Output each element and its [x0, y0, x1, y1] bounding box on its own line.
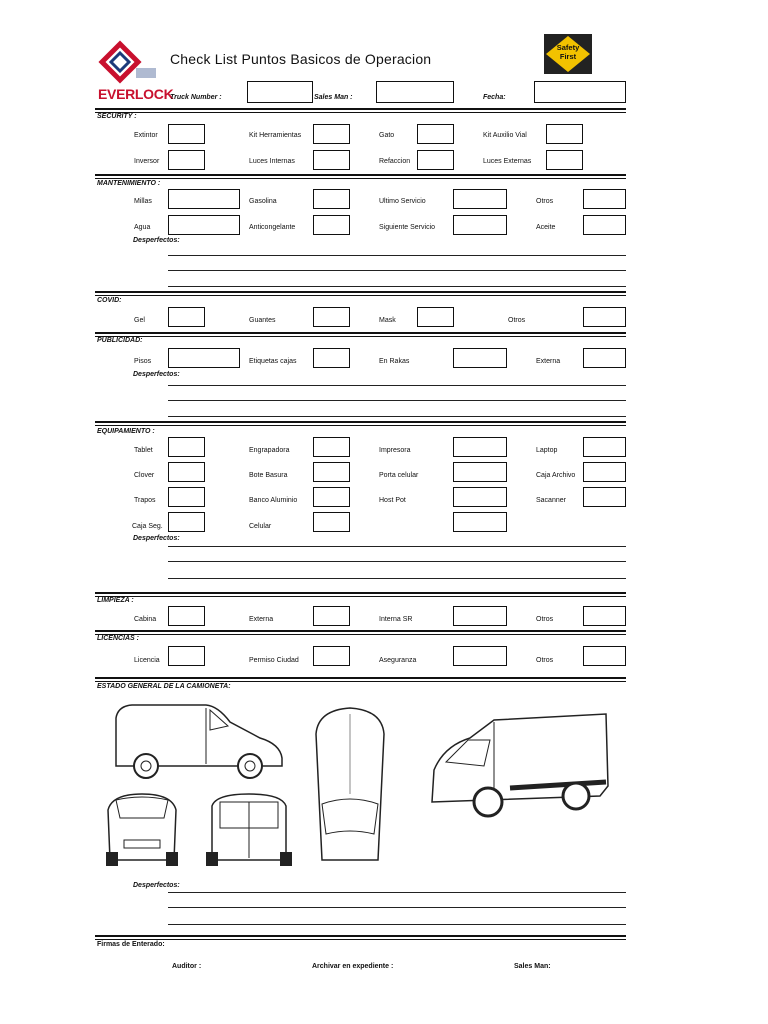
field-extintor[interactable]	[168, 124, 205, 144]
label-pisos: Pisos	[134, 358, 152, 365]
sales-man-signature-label: Sales Man:	[514, 963, 551, 970]
label-luces-externas: Luces Externas	[483, 158, 532, 165]
section-mantenimiento-title: MANTENIMIENTO :	[97, 180, 161, 187]
label-refaccion: Refaccion	[379, 158, 411, 165]
truck-number-field[interactable]	[247, 81, 313, 103]
field-caja-archivo[interactable]	[583, 462, 626, 482]
label-otros: Otros	[536, 657, 554, 664]
field-etiquetas-cajas[interactable]	[313, 348, 350, 368]
label-en-rakas: En Rakas	[379, 358, 410, 365]
field-luces-internas[interactable]	[313, 150, 350, 170]
label-licencia: Licencia	[134, 657, 160, 664]
writing-line[interactable]	[168, 561, 626, 562]
label-interna-sr: Interna SR	[379, 616, 413, 623]
field-refaccion[interactable]	[417, 150, 454, 170]
divider	[95, 681, 626, 682]
label-gasolina: Gasolina	[249, 198, 277, 205]
label-anticongelante: Anticongelante	[249, 224, 296, 231]
field-aseguranza[interactable]	[453, 646, 507, 666]
van-front-view-icon	[100, 790, 184, 868]
section-licencias-title: LICENCIAS :	[97, 635, 139, 642]
divider	[95, 596, 626, 597]
section-equipamiento-title: EQUIPAMIENTO :	[97, 428, 155, 435]
writing-line[interactable]	[168, 578, 626, 579]
field-inversor[interactable]	[168, 150, 205, 170]
field-externa[interactable]	[583, 348, 626, 368]
fecha-field[interactable]	[534, 81, 626, 103]
field-luces-externas[interactable]	[546, 150, 583, 170]
label-laptop: Laptop	[536, 447, 558, 454]
label-etiquetas-cajas: Etiquetas cajas	[249, 358, 297, 365]
label-porta-celular: Porta celular	[379, 472, 419, 479]
label-externa: Externa	[536, 358, 561, 365]
field-celular[interactable]	[313, 512, 350, 532]
field-gasolina[interactable]	[313, 189, 350, 209]
writing-line[interactable]	[168, 892, 626, 893]
label-aceite: Aceite	[536, 224, 556, 231]
label-impresora: Impresora	[379, 447, 411, 454]
label-agua: Agua	[134, 224, 151, 231]
field-otros[interactable]	[583, 606, 626, 626]
field-otros[interactable]	[583, 307, 626, 327]
divider	[95, 178, 626, 179]
writing-line[interactable]	[168, 546, 626, 547]
desperfectos-label: Desperfectos:	[133, 535, 180, 542]
logo-brand: EVERLOCK	[98, 86, 174, 102]
field-millas[interactable]	[168, 189, 240, 209]
field-cabina[interactable]	[168, 606, 205, 626]
field-en-rakas[interactable]	[453, 348, 507, 368]
label-trapos: Trapos	[134, 497, 156, 504]
archivar-label: Archivar en expediente :	[312, 963, 394, 970]
section-publicidad-title: PUBLICIDAD:	[97, 337, 143, 344]
label-extintor: Extintor	[134, 132, 158, 139]
writing-line[interactable]	[168, 416, 626, 417]
writing-line[interactable]	[168, 924, 626, 925]
field-blank[interactable]	[453, 512, 507, 532]
field-impresora[interactable]	[453, 437, 507, 457]
label-cabina: Cabina	[134, 616, 157, 623]
label-mask: Mask	[379, 317, 396, 324]
field-trapos[interactable]	[168, 487, 205, 507]
label-externa: Externa	[249, 616, 274, 623]
field-host-pot[interactable]	[453, 487, 507, 507]
field-bote-basura[interactable]	[313, 462, 350, 482]
field-permiso-ciudad[interactable]	[313, 646, 350, 666]
label-clover: Clover	[134, 472, 155, 479]
label-banco-aluminio: Banco Aluminio	[249, 497, 298, 504]
label-caja-seg: Caja Seg.	[132, 523, 163, 530]
divider	[95, 425, 626, 426]
label-aseguranza: Aseguranza	[379, 657, 417, 664]
label-luces-internas: Luces Internas	[249, 158, 295, 165]
divider	[95, 939, 626, 940]
desperfectos-label: Desperfectos:	[133, 882, 180, 889]
writing-line[interactable]	[168, 270, 626, 271]
field-guantes[interactable]	[313, 307, 350, 327]
field-otros[interactable]	[583, 189, 626, 209]
field-clover[interactable]	[168, 462, 205, 482]
label-caja-archivo: Caja Archivo	[536, 472, 576, 479]
field-licencia[interactable]	[168, 646, 205, 666]
writing-line[interactable]	[168, 400, 626, 401]
field-porta-celular[interactable]	[453, 462, 507, 482]
safety-first-sign	[544, 34, 592, 74]
field-laptop[interactable]	[583, 437, 626, 457]
label-kit-herramientas: Kit Herramientas	[249, 132, 302, 139]
label-guantes: Guantes	[249, 317, 276, 324]
page-title: Check List Puntos Basicos de Operacion	[170, 51, 432, 67]
field-interna-sr[interactable]	[453, 606, 507, 626]
label-permiso-ciudad: Permiso Ciudad	[249, 657, 299, 664]
label-siguiente-servicio: Siguiente Servicio	[379, 224, 436, 231]
label-millas: Millas	[134, 198, 152, 205]
field-gel[interactable]	[168, 307, 205, 327]
field-kit-auxilio-vial[interactable]	[546, 124, 583, 144]
van-top-view-icon	[308, 704, 392, 868]
writing-line[interactable]	[168, 255, 626, 256]
field-sacanner[interactable]	[583, 487, 626, 507]
auditor-label: Auditor :	[172, 963, 202, 970]
label-otros: Otros	[508, 317, 526, 324]
field-gato[interactable]	[417, 124, 454, 144]
label-ultimo-servicio: Ultimo Servicio	[379, 198, 426, 205]
sales-man-field[interactable]	[376, 81, 454, 103]
divider	[95, 634, 626, 635]
label-gato: Gato	[379, 132, 395, 139]
field-kit-herramientas[interactable]	[313, 124, 350, 144]
label-inversor: Inversor	[134, 158, 160, 165]
section-estado-title: ESTADO GENERAL DE LA CAMIONETA:	[97, 683, 231, 690]
field-otros[interactable]	[583, 646, 626, 666]
label-celular: Celular	[249, 523, 272, 530]
field-pisos[interactable]	[168, 348, 240, 368]
sales-man-label: Sales Man :	[314, 94, 353, 101]
truck-number-label: Truck Number :	[170, 94, 222, 101]
field-aceite[interactable]	[583, 215, 626, 235]
field-anticongelante[interactable]	[313, 215, 350, 235]
field-siguiente-servicio[interactable]	[453, 215, 507, 235]
label-bote-basura: Bote Basura	[249, 472, 288, 479]
label-tablet: Tablet	[134, 447, 153, 454]
field-agua[interactable]	[168, 215, 240, 235]
label-engrapadora: Engrapadora	[249, 447, 290, 454]
label-otros: Otros	[536, 198, 554, 205]
section-covid-title: COVID:	[97, 297, 122, 304]
desperfectos-label: Desperfectos:	[133, 237, 180, 244]
safety-line1: Safety	[556, 43, 580, 52]
label-gel: Gel	[134, 317, 145, 324]
writing-line[interactable]	[168, 286, 626, 287]
label-kit-auxilio-vial: Kit Auxilio Vial	[483, 132, 527, 139]
label-otros: Otros	[536, 616, 554, 623]
section-limpieza-title: LIMPIEZA :	[97, 597, 134, 604]
field-caja-seg[interactable]	[168, 512, 205, 532]
field-banco-aluminio[interactable]	[313, 487, 350, 507]
safety-line2: First	[559, 52, 577, 61]
field-tablet[interactable]	[168, 437, 205, 457]
logo-emblem-icon	[98, 40, 162, 88]
divider	[95, 112, 626, 113]
divider	[95, 336, 626, 337]
label-host-pot: Host Pot	[379, 497, 406, 504]
divider	[95, 295, 626, 296]
van-rear-view-icon	[202, 792, 296, 868]
fecha-label: Fecha:	[483, 94, 506, 101]
writing-line[interactable]	[168, 907, 626, 908]
everlock-logo	[98, 40, 174, 102]
writing-line[interactable]	[168, 385, 626, 386]
section-security-title: SECURITY :	[97, 113, 137, 120]
van-large-perspective-icon	[424, 710, 614, 822]
field-mask[interactable]	[417, 307, 454, 327]
desperfectos-label: Desperfectos:	[133, 371, 180, 378]
field-engrapadora[interactable]	[313, 437, 350, 457]
van-side-view-icon	[110, 700, 290, 782]
field-externa[interactable]	[313, 606, 350, 626]
firmas-title: Firmas de Enterado:	[97, 941, 165, 948]
label-sacanner: Sacanner	[536, 497, 566, 504]
field-ultimo-servicio[interactable]	[453, 189, 507, 209]
